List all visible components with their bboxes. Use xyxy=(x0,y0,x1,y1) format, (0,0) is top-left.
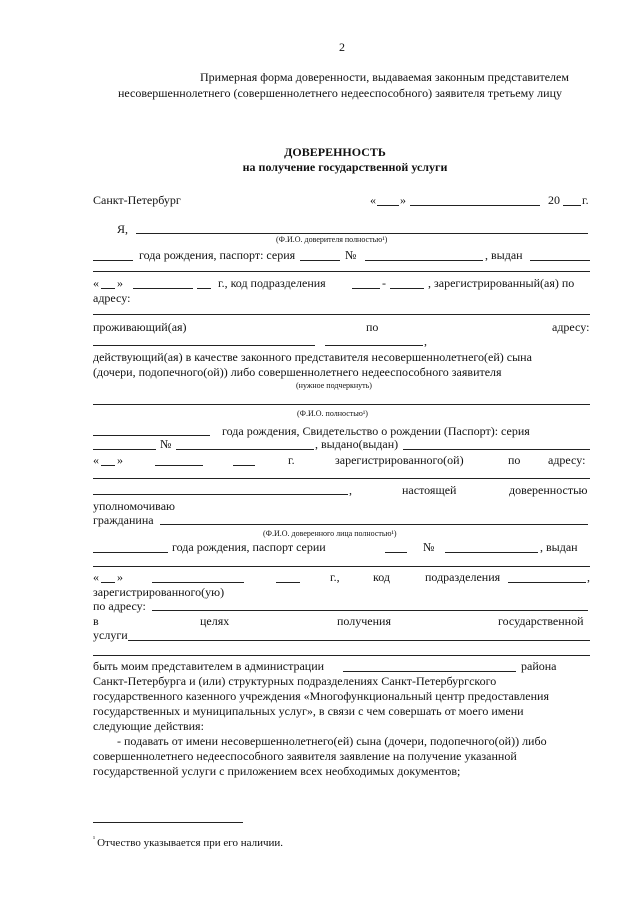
agent-registered-label: зарегистрированного(ую) xyxy=(93,585,225,599)
principal-residing-po: по xyxy=(366,320,379,334)
acting-line-2: (дочери, подопечного(ой)) либо совершеннолетнего недееспособного заявителя xyxy=(93,365,502,379)
body-line-4: государственных и муниципальных услуг», в связи с чем совершать от моего имени xyxy=(93,704,524,718)
agent-fio-hint: (Ф.И.О. доверенного лица полностью¹) xyxy=(263,529,397,538)
ward-issued-by-field[interactable] xyxy=(403,449,590,450)
ward-date-close-quote: » xyxy=(117,453,123,467)
principal-address-label: адресу: xyxy=(93,291,131,305)
principal-passport-number-field[interactable] xyxy=(365,260,483,261)
authorize-label: уполномочиваю xyxy=(93,499,175,513)
ward-address-field-2[interactable] xyxy=(93,494,348,495)
principal-code-part-2-field[interactable] xyxy=(390,288,424,289)
date-day-field[interactable] xyxy=(377,205,399,206)
principal-issue-day-field[interactable] xyxy=(101,288,115,289)
proxy-label: доверенностью xyxy=(509,483,588,497)
ward-address-label: адресу: xyxy=(548,453,586,467)
principal-birth-year-field[interactable] xyxy=(93,260,133,261)
purpose-word-4: государственной xyxy=(498,614,584,628)
item-1-line-2: совершеннолетнего недееспособного заявителя заявление на получение указанной xyxy=(93,749,517,763)
item-1-line-1: - подавать от имени несовершеннолетнего(ей) сына (дочери, подопечного(ой)) либо xyxy=(117,734,547,748)
purpose-word-2: целях xyxy=(200,614,230,628)
purpose-word-1: в xyxy=(93,614,99,628)
year-suffix: г. xyxy=(582,193,589,207)
ward-issue-year-field[interactable] xyxy=(233,465,255,466)
district-label: района xyxy=(521,659,557,673)
principal-date-close-quote: » xyxy=(117,276,123,290)
principal-date-open-quote: « xyxy=(93,276,99,290)
agent-fio-field[interactable] xyxy=(160,524,588,525)
date-month-field[interactable] xyxy=(410,205,540,206)
principal-year-code-label: г., код подразделения xyxy=(218,276,326,290)
body-line-2: Санкт-Петербурга и (или) структурных подразделениях Санкт-Петербургского xyxy=(93,674,497,688)
footnote-mark: ¹ xyxy=(93,835,96,843)
agent-issue-day-field[interactable] xyxy=(101,582,115,583)
principal-residing-address-label: адресу: xyxy=(552,320,590,334)
agent-year-label: г., xyxy=(330,570,340,584)
service-name-field-2[interactable] xyxy=(93,655,590,656)
principal-residing-label: проживающий(ая) xyxy=(93,320,187,334)
city-label: Санкт-Петербург xyxy=(93,193,181,207)
service-name-field[interactable] xyxy=(128,640,590,641)
year-prefix: 20 xyxy=(548,193,560,207)
footnote-text: Отчество указывается при его наличии. xyxy=(97,836,284,849)
agent-passport-number-field[interactable] xyxy=(445,552,538,553)
principal-issued-by-field-2[interactable] xyxy=(93,271,590,272)
principal-address-field[interactable] xyxy=(93,314,590,315)
header-line-2: несовершеннолетнего (совершеннолетнего недееспособного) заявителя третьему лицу xyxy=(118,86,563,100)
principal-code-part-1-field[interactable] xyxy=(352,288,380,289)
ward-issue-day-field[interactable] xyxy=(101,465,115,466)
document-title: ДОВЕРЕННОСТЬ xyxy=(284,145,386,159)
agent-date-close-quote: » xyxy=(117,570,123,584)
principal-residing-address-field[interactable] xyxy=(93,345,315,346)
purpose-service-label: услуги xyxy=(93,628,128,642)
ward-issued-label: , выдано(выдан) xyxy=(315,437,399,451)
purpose-word-3: получения xyxy=(337,614,391,628)
page-number: 2 xyxy=(339,40,345,54)
ward-birth-cert-label: года рождения, Свидетельство о рождении (Паспорт): серия xyxy=(222,424,530,438)
agent-subdivision-label: подразделения xyxy=(425,570,501,584)
date-year-field[interactable] xyxy=(563,205,581,206)
footnote xyxy=(93,832,283,850)
principal-fio-field[interactable] xyxy=(136,233,588,234)
principal-passport-series-field[interactable] xyxy=(300,260,340,261)
acting-underline-hint: (нужное подчеркнуть) xyxy=(296,381,372,390)
ward-address-comma: , xyxy=(349,483,352,497)
citizen-label: гражданина xyxy=(93,513,154,527)
body-line-5: следующие действия: xyxy=(93,719,204,733)
acting-line-1: действующий(ая) в качестве законного представителя несовершеннолетнего(ей) сына xyxy=(93,350,532,364)
document-subtitle: на получение государственной услуги xyxy=(242,160,448,174)
agent-date-open-quote: « xyxy=(93,570,99,584)
agent-issued-label: , выдан xyxy=(540,540,578,554)
principal-issue-month-field[interactable] xyxy=(133,288,193,289)
ward-issue-month-field[interactable] xyxy=(155,465,203,466)
principal-num-label: № xyxy=(345,248,357,262)
body-line-3: государственного казенного учреждения «Многофункциональный центр предоставления xyxy=(93,689,549,703)
principal-birth-passport-label: года рождения, паспорт: серия xyxy=(139,248,296,262)
ward-birth-year-field[interactable] xyxy=(93,435,210,436)
representative-line-start: быть моим представителем в администрации xyxy=(93,659,325,673)
administration-district-field[interactable] xyxy=(343,671,516,672)
agent-address-label: по адресу: xyxy=(93,599,146,613)
ya-label: Я, xyxy=(117,222,129,236)
agent-code-field[interactable] xyxy=(508,582,586,583)
principal-issued-by-field[interactable] xyxy=(530,260,590,261)
agent-issue-month-field[interactable] xyxy=(152,582,244,583)
agent-birth-year-field[interactable] xyxy=(93,552,168,553)
principal-residing-comma: , xyxy=(424,334,427,348)
this-proxy-label: настоящей xyxy=(402,483,457,497)
ward-year-label: г. xyxy=(288,453,295,467)
header-line-1: Примерная форма доверенности, выдаваемая законным представителем xyxy=(200,70,569,84)
ward-fio-hint: (Ф.И.О. полностью¹) xyxy=(297,409,368,418)
principal-residing-address-field-2[interactable] xyxy=(325,345,423,346)
principal-issue-year-field[interactable] xyxy=(197,288,211,289)
ward-po-label: по xyxy=(508,453,521,467)
ward-number-field[interactable] xyxy=(176,449,314,450)
agent-code-label: код xyxy=(373,570,390,584)
agent-address-field[interactable] xyxy=(152,610,588,611)
agent-issue-year-field[interactable] xyxy=(276,582,300,583)
agent-passport-series-field[interactable] xyxy=(385,552,407,553)
agent-issued-by-field[interactable] xyxy=(93,566,590,567)
ward-fio-field[interactable] xyxy=(93,404,590,405)
principal-issued-label: , выдан xyxy=(485,248,523,262)
ward-series-field[interactable] xyxy=(93,449,156,450)
ward-num-label: № xyxy=(160,437,172,451)
ward-address-field[interactable] xyxy=(93,478,590,479)
date-close-quote: » xyxy=(400,193,406,207)
item-1-line-3: государственной услуги с приложением всех необходимых документов; xyxy=(93,764,461,778)
footnote-separator xyxy=(93,822,243,823)
ward-date-open-quote: « xyxy=(93,453,99,467)
ward-registered-label: зарегистрированного(ой) xyxy=(335,453,464,467)
agent-code-comma: , xyxy=(587,570,590,584)
principal-fio-hint: (Ф.И.О. доверителя полностью¹) xyxy=(276,235,388,244)
date-open-quote: « xyxy=(370,193,376,207)
agent-birth-passport-label: года рождения, паспорт серии xyxy=(172,540,326,554)
agent-num-label: № xyxy=(423,540,435,554)
principal-code-dash: - xyxy=(382,276,386,290)
principal-registered-label: , зарегистрированный(ая) по xyxy=(428,276,575,290)
